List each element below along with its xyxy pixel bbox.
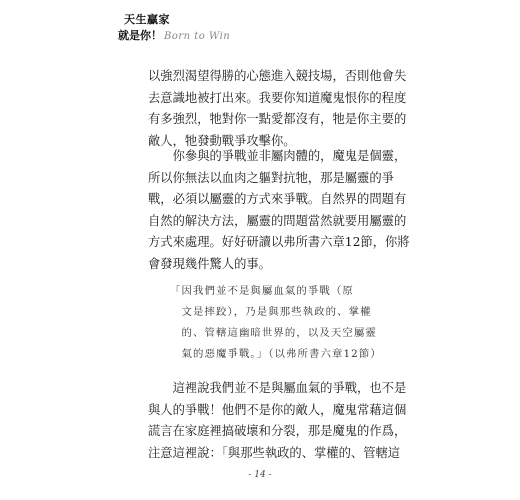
paragraph-3 [148, 378, 407, 464]
text-line: 敵人，牠發動戰爭攻擊你。 [148, 133, 296, 148]
text-line: 以強烈渴望得勝的心態進入競技場，否則他會失 [148, 69, 407, 83]
text-line: 有多強烈，牠對你一點愛都沒有，牠是你主要的 [148, 112, 407, 127]
paragraph-1 [148, 66, 407, 152]
book-subtitle-zh: 就是你！ [118, 29, 162, 42]
quote-line: 氣的惡魔爭戰。」（以弗所書六章12節） [170, 348, 382, 360]
paragraph-2 [148, 146, 410, 276]
page-number: - 14 - [248, 470, 272, 480]
text-line: 與人的爭戰！他們不是你的敵人，魔鬼常藉這個 [148, 402, 407, 417]
quote-line: 的、管轄這幽暗世界的，以及天空屬靈 [170, 327, 377, 339]
scripture-quote [170, 281, 380, 365]
book-subtitle [118, 30, 230, 42]
text-line: 你參與的爭戰並非屬肉體的，魔鬼是個靈， [148, 149, 407, 163]
quote-line: 「因我們並不是與屬血氣的爭戰（原 [170, 285, 354, 297]
text-line: 注意這裡說：「與那些執政的、掌權的、管轄這 [148, 445, 401, 460]
text-line: 戰，必須以屬靈的方式來爭戰。自然界的問題有 [148, 192, 407, 207]
text-line: 所以你無法以血肉之軀對抗牠，那是屬靈的爭 [148, 170, 394, 185]
text-line: 這裡說我們並不是與屬血氣的爭戰，也不是 [148, 381, 407, 395]
running-header [118, 14, 230, 42]
text-line: 自然的解決方法，屬靈的問題當然就要用屬靈的 [148, 213, 407, 228]
book-subtitle-en: Born to Win [164, 31, 231, 42]
text-line: 方式來處理。好好研讀以弗所書六章12節，你將 [148, 235, 410, 250]
quote-line: 文是摔跤），乃是與那些執政的、掌權 [170, 306, 372, 318]
book-title: 天生贏家 [124, 13, 170, 26]
text-line: 去意識地被打出來。我要你知道魔鬼恨你的程度 [148, 90, 407, 105]
text-line: 會發現幾件驚人的事。 [148, 256, 271, 271]
text-line: 謊言在家庭裡搞破壞和分裂，那是魔鬼的作爲， [148, 424, 407, 439]
